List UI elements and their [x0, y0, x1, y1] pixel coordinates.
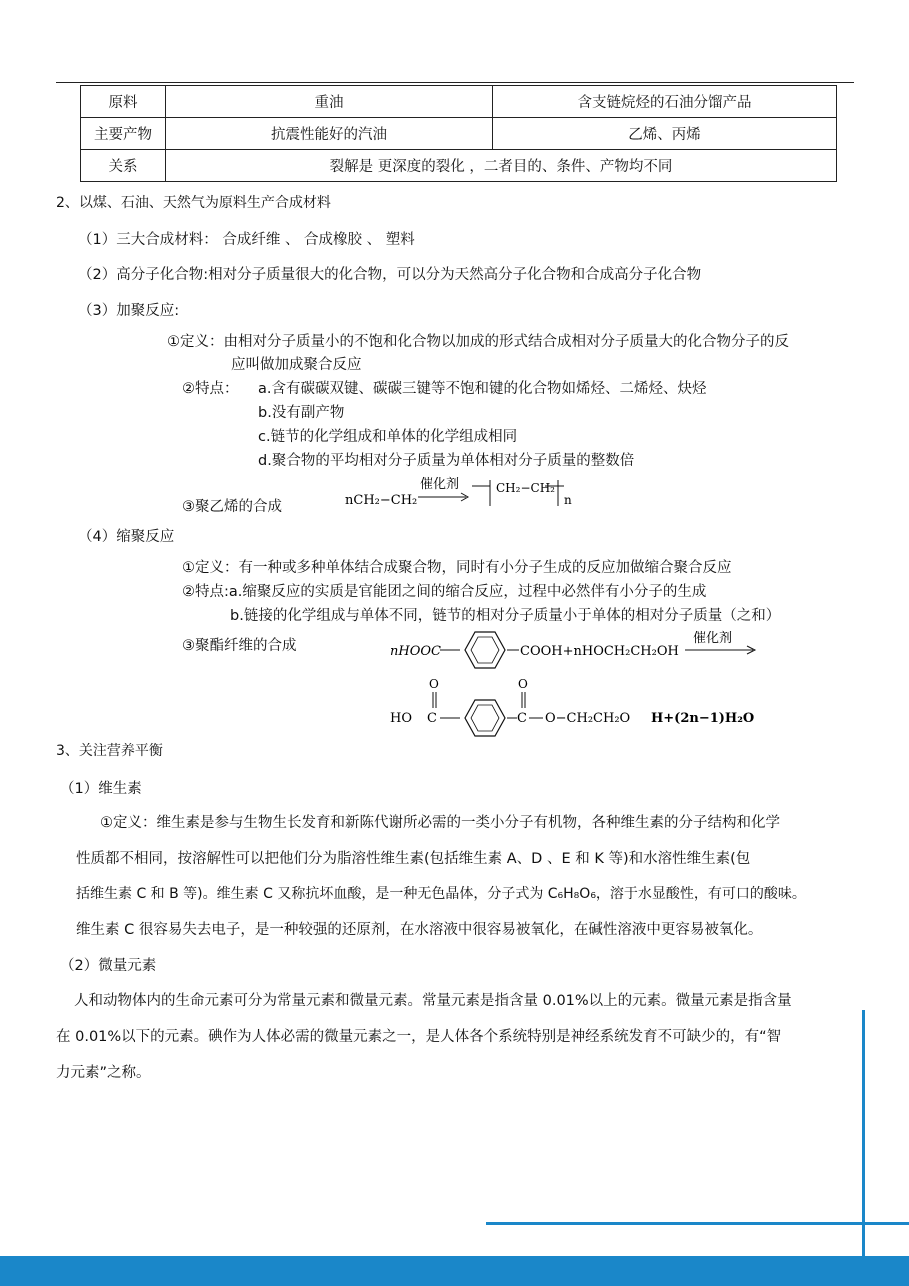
feature-item: d.聚合物的平均相对分子质量为单体相对分子质量的整数倍 — [258, 453, 635, 469]
body-line: 人和动物体内的生命元素可分为常量元素和微量元素。常量元素是指含量 0.01%以上的元素。微量元素是指含量 — [74, 993, 792, 1009]
benzene-inner-icon — [471, 637, 499, 663]
pet-catalyst: 催化剂 — [693, 631, 733, 646]
pe-reactant: nCH₂−CH₂ — [345, 493, 418, 508]
body-line: 维生素 C 很容易失去电子，是一种较强的还原剂，在水溶液中很容易被氧化，在碱性溶液中更容易被氧化。 — [76, 922, 763, 938]
pe-catalyst: 催化剂 — [420, 477, 460, 492]
pet-reactant-right: COOH+nHOCH₂CH₂OH — [520, 644, 679, 659]
paragraph: （2）微量元素 — [60, 958, 157, 974]
carbonyl-oxygen: O — [518, 677, 528, 691]
paragraph: （2）高分子化合物:相对分子质量很大的化合物，可以分为天然高分子化合物和合成高分子化合物 — [78, 267, 702, 283]
pe-subscript-n: n — [564, 493, 572, 507]
section-title: 3、关注营养平衡 — [56, 743, 163, 759]
pet-product-left: HO — [390, 711, 412, 726]
body-line: 括维生素 C 和 B 等)。维生素 C 又称抗坏血酸，是一种无色晶体，分子式为 C₆H₈O₆，溶于水显酸性，有可口的酸味。 — [76, 886, 806, 902]
row-label: 主要产物 — [81, 118, 166, 150]
definition-line: 应叫做加成聚合反应 — [231, 357, 362, 373]
table-row — [81, 150, 837, 182]
pe-label: ③聚乙烯的合成 — [182, 499, 282, 515]
polyethylene-equation — [340, 470, 590, 515]
cell-pyrolysis: 含支链烷烃的石油分馏产品 — [493, 86, 837, 118]
cell-relation: 裂解是 更深度的裂化 ，二者目的、条件、产物均不同 — [166, 150, 837, 182]
pet-product-right: O−CH₂CH₂O — [545, 711, 631, 726]
body-line: 力元素”之称。 — [56, 1065, 151, 1081]
carbonyl-carbon: C — [427, 711, 437, 726]
pet-label: ③聚酯纤维的合成 — [182, 638, 297, 654]
polyester-equation — [385, 622, 765, 742]
definition-line: ①定义：有一种或多种单体结合成聚合物，同时有小分子生成的反应加做缩合聚合反应 — [182, 560, 732, 576]
cell-pyrolysis: 乙烯、丙烯 — [493, 118, 837, 150]
top-rule — [56, 82, 854, 83]
paragraph: （1）维生素 — [60, 781, 142, 797]
pet-product-end: H+(2n−1)H₂O — [651, 711, 755, 726]
pet-reactant-left: nHOOC — [390, 644, 441, 659]
comparison-table — [80, 85, 837, 182]
row-label: 关系 — [81, 150, 166, 182]
feature-item: b.链接的化学组成与单体不同，链节的相对分子质量小于单体的相对分子质量（之和） — [230, 608, 781, 624]
carbonyl-oxygen: O — [429, 677, 439, 691]
paragraph: （1）三大合成材料： 合成纤维 、 合成橡胶 、 塑料 — [78, 232, 415, 248]
decorative-horizontal-line — [486, 1222, 909, 1225]
body-line: 在 0.01%以下的元素。碘作为人体必需的微量元素之一，是人体各个系统特别是神经系统发育不可缺少的，有“智 — [56, 1029, 782, 1045]
feature-item: a.含有碳碳双键、碳碳三键等不饱和键的化合物如烯烃、二烯烃、炔烃 — [258, 381, 707, 397]
section-title: 2、以煤、石油、天然气为原料生产合成材料 — [56, 195, 331, 211]
body-line: ①定义：维生素是参与生物生长发育和新陈代谢所必需的一类小分子有机物，各种维生素的分子结构和化学 — [100, 815, 780, 831]
feature-item: b.没有副产物 — [258, 405, 345, 421]
paragraph: （3）加聚反应: — [78, 303, 180, 319]
pe-repeat-unit: CH₂−CH₂ — [496, 481, 555, 495]
definition-line: ①定义：由相对分子质量小的不饱和化合物以加成的形式结合成相对分子质量大的化合物分子的反 — [167, 334, 789, 350]
row-label: 原料 — [81, 86, 166, 118]
body-line: 性质都不相同，按溶解性可以把他们分为脂溶性维生素(包括维生素 A、D 、E 和 K 等)和水溶性维生素(包 — [76, 851, 751, 867]
footer-band — [0, 1256, 909, 1286]
table-row — [81, 118, 837, 150]
feature-item: ②特点:a.缩聚反应的实质是官能团之间的缩合反应，过程中必然伴有小分子的生成 — [182, 584, 707, 600]
feature-label: ②特点： — [182, 381, 239, 397]
carbonyl-carbon: C — [517, 711, 527, 726]
paragraph: （4）缩聚反应 — [78, 529, 175, 545]
decorative-vertical-line — [862, 1010, 865, 1258]
table-row — [81, 86, 837, 118]
feature-item: c.链节的化学组成和单体的化学组成相同 — [258, 429, 518, 445]
benzene-inner-icon — [471, 705, 499, 731]
cell-cracking: 抗震性能好的汽油 — [166, 118, 493, 150]
cell-cracking: 重油 — [166, 86, 493, 118]
